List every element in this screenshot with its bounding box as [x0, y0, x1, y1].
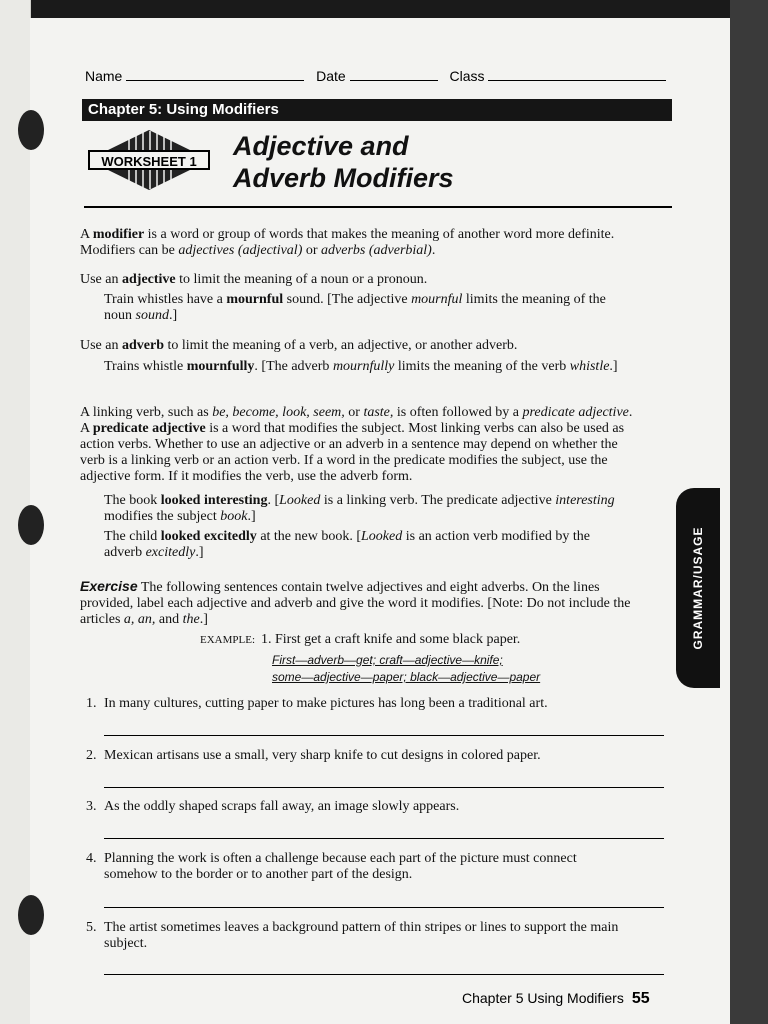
footer-text: Chapter 5 Using Modifiers — [462, 990, 624, 1006]
title-line-1: Adjective and — [233, 131, 409, 161]
linking-verb-paragraph: A linking verb, such as be, become, look, seem, or taste, is often followed by a predicate adjective. A predicate adjective is a word that modifies the subject. Most linking verbs can also be used as action verbs. Whether to use an adjective or an adverb in a sentence may depend on whether the verb is a linking verb or an action verb. If a word in the predicate modifies the subject, use the adjective form. If it modifies the verb, use the adverb form. — [80, 405, 633, 484]
side-tab — [676, 488, 720, 688]
answer-line-4[interactable] — [104, 907, 664, 908]
binder-hole — [18, 505, 44, 545]
example-answer-2: some—adjective—paper; black—adjective—paper — [272, 670, 541, 684]
linking-example-2: The child looked excitedly at the new book. [Looked is an action verb modified by the adverb excitedly.] — [104, 529, 591, 560]
name-label: Name — [85, 68, 123, 84]
page-number: 55 — [631, 990, 650, 1007]
answer-line-3[interactable] — [104, 838, 664, 839]
linking-example-1: The book looked interesting. [Looked is a linking verb. The predicate adjective interesting modifies the subject book.] — [104, 493, 615, 524]
name-field[interactable] — [126, 68, 304, 81]
exercise-label: Exercise — [80, 578, 138, 594]
date-label: Date — [316, 68, 346, 84]
list-item: 5. The artist sometimes leaves a background pattern of thin stripes or lines to support the main subject. — [86, 920, 619, 951]
list-item: 4. Planning the work is often a challenge because each part of the picture must connect somehow to the border or to another part of the design. — [86, 851, 577, 882]
adverb-rule: Use an adverb to limit the meaning of a verb, an adjective, or another adverb. — [80, 338, 518, 353]
adverb-example: Trains whistle mournfully. [The adverb mournfully limits the meaning of the verb whistle.] — [104, 359, 618, 374]
header-fields — [85, 68, 666, 84]
example-label: EXAMPLE: — [200, 634, 255, 646]
class-label: Class — [449, 68, 485, 84]
title-line-2: Adverb Modifiers — [233, 163, 454, 193]
date-field[interactable] — [350, 68, 438, 81]
list-item: 3. As the oddly shaped scraps fall away, an image slowly appears. — [86, 799, 460, 814]
class-field[interactable] — [488, 68, 666, 81]
page-footer — [462, 990, 650, 1008]
page-title — [233, 130, 454, 194]
page-right-edge — [730, 0, 768, 1024]
answer-line-2[interactable] — [104, 787, 664, 788]
example-answer-1: First—adverb—get; craft—adjective—knife; — [272, 653, 503, 667]
example-sentence: EXAMPLE: 1. First get a craft knife and some black paper. — [200, 632, 521, 647]
binder-hole — [18, 110, 44, 150]
side-tab-label: GRAMMAR/USAGE — [691, 526, 705, 650]
binder-hole — [18, 895, 44, 935]
adjective-rule: Use an adjective to limit the meaning of a noun or a pronoun. — [80, 272, 428, 287]
worksheet-label: WORKSHEET 1 — [88, 150, 210, 170]
chapter-bar: Chapter 5: Using Modifiers — [82, 99, 672, 121]
exercise-instructions: Exercise The following sentences contain twelve adjectives and eight adverbs. On the lines provided, label each adjective and adverb and give the word it modifies. [Note: Do not include the articles a, an, and the.] — [80, 578, 631, 627]
answer-line-5[interactable] — [104, 974, 664, 975]
list-item: 1. In many cultures, cutting paper to make pictures has long been a traditional art. — [86, 696, 548, 711]
title-rule — [84, 206, 672, 208]
answer-line-1[interactable] — [104, 735, 664, 736]
intro-paragraph: A modifier is a word or group of words that makes the meaning of another word more definite. Modifiers can be adjectives (adjectival) or adverbs (adverbial). — [80, 227, 615, 258]
worksheet-badge — [84, 130, 214, 190]
adjective-example: Train whistles have a mournful sound. [The adjective mournful limits the meaning of the noun sound.] — [104, 292, 606, 323]
list-item: 2. Mexican artisans use a small, very sharp knife to cut designs in colored paper. — [86, 748, 541, 763]
